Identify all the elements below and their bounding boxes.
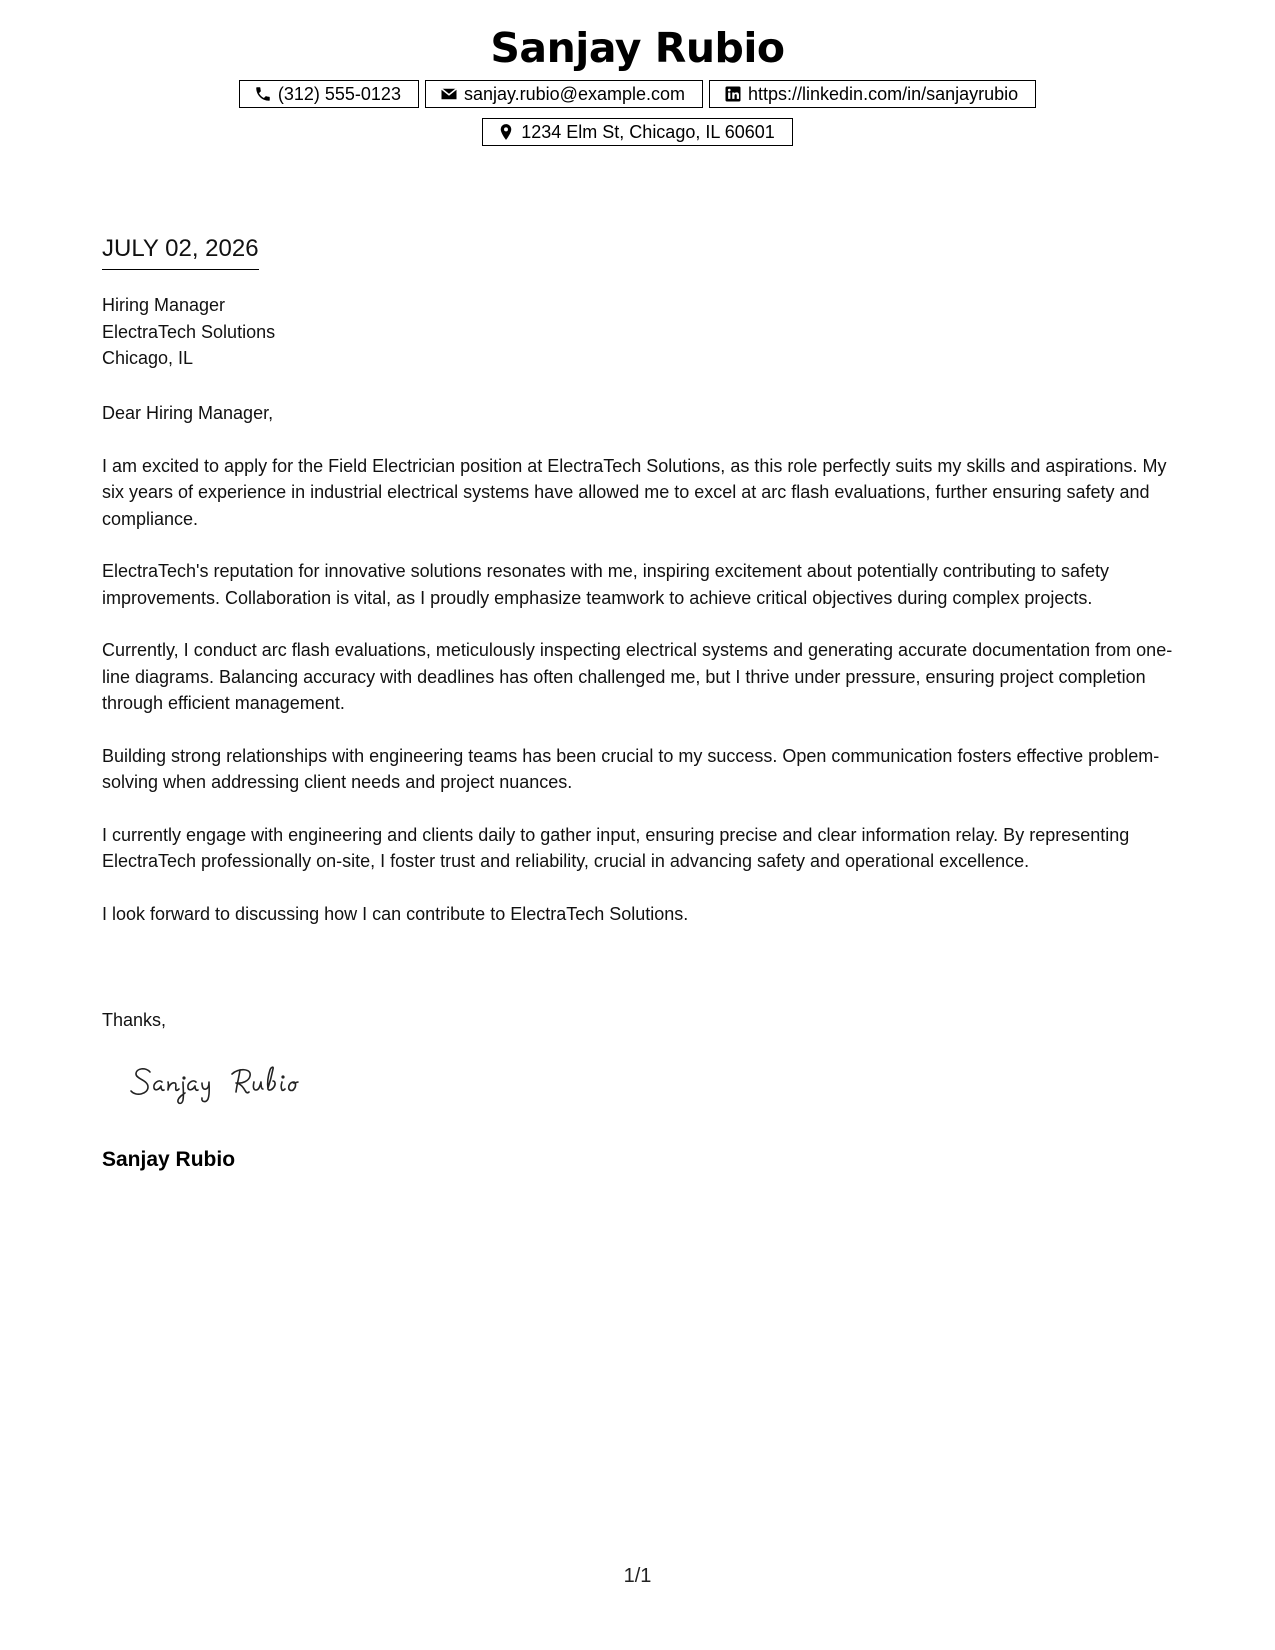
address-row [0, 118, 1275, 146]
linkedin-text: https://linkedin.com/in/sanjayrubio [748, 83, 1019, 104]
email-text: sanjay.rubio@example.com [463, 83, 685, 104]
salutation: Dear Hiring Manager, [102, 403, 274, 423]
signer-name: Sanjay Rubio [102, 1148, 236, 1171]
body-paragraph: I am excited to apply for the Field Electrician position at ElectraTech Solutions, as this role perfectly suits my skills and aspirations. My six years of experience in industrial electrical systems have allowed me to excel at arc flash evaluations, further ensuring safety and compliance. [102, 455, 1167, 529]
applicant-name-heading: Sanjay Rubio [490, 24, 785, 72]
recipient-company: ElectraTech Solutions [102, 321, 276, 342]
recipient-location: Chicago, IL [102, 348, 194, 368]
phone-chip [239, 80, 419, 108]
body-paragraph: I currently engage with engineering and clients daily to gather input, ensuring precise and clear information relay. By representing ElectraTech professionally on-site, I foster trust and reliability, crucial in advancing safety and operational excellence. [102, 824, 1130, 871]
body-paragraph: Building strong relationships with engineering teams has been crucial to my success. Open communication fosters effective problem-solving when addressing client needs and project nuances. [102, 745, 1160, 792]
address-chip [482, 118, 793, 146]
envelope-icon [440, 85, 458, 103]
linkedin-icon [724, 85, 742, 103]
recipient-block [102, 292, 275, 372]
address-text: 1234 Elm St, Chicago, IL 60601 [521, 121, 775, 142]
page-number: 1/1 [623, 1565, 652, 1587]
letter-date: JULY 02, 2026 [102, 234, 259, 270]
body-paragraph: ElectraTech's reputation for innovative solutions resonates with me, inspiring excitement about potentially contributing to safety improvements. Collaboration is vital, as I proudly emphasize teamwork to achieve critical objectives during complex projects. [102, 561, 1109, 608]
linkedin-chip [709, 80, 1036, 108]
handwritten-signature [128, 1058, 338, 1110]
phone-text: (312) 555-0123 [277, 83, 401, 104]
closing-text: Thanks, [102, 1010, 167, 1030]
phone-icon [254, 85, 272, 103]
body-paragraph: Currently, I conduct arc flash evaluations, meticulously inspecting electrical systems and generating accurate documentation from one-line diagrams. Balancing accuracy with deadlines has often challenged me, but I thrive under pressure, ensuring project completion through efficient management. [102, 640, 1173, 713]
recipient-title: Hiring Manager [102, 295, 226, 315]
letter-body [102, 400, 1182, 953]
map-marker-icon [497, 123, 515, 141]
email-chip [425, 80, 703, 108]
contact-row [0, 80, 1275, 108]
body-paragraph: I look forward to discussing how I can contribute to ElectraTech Solutions. [102, 903, 689, 924]
